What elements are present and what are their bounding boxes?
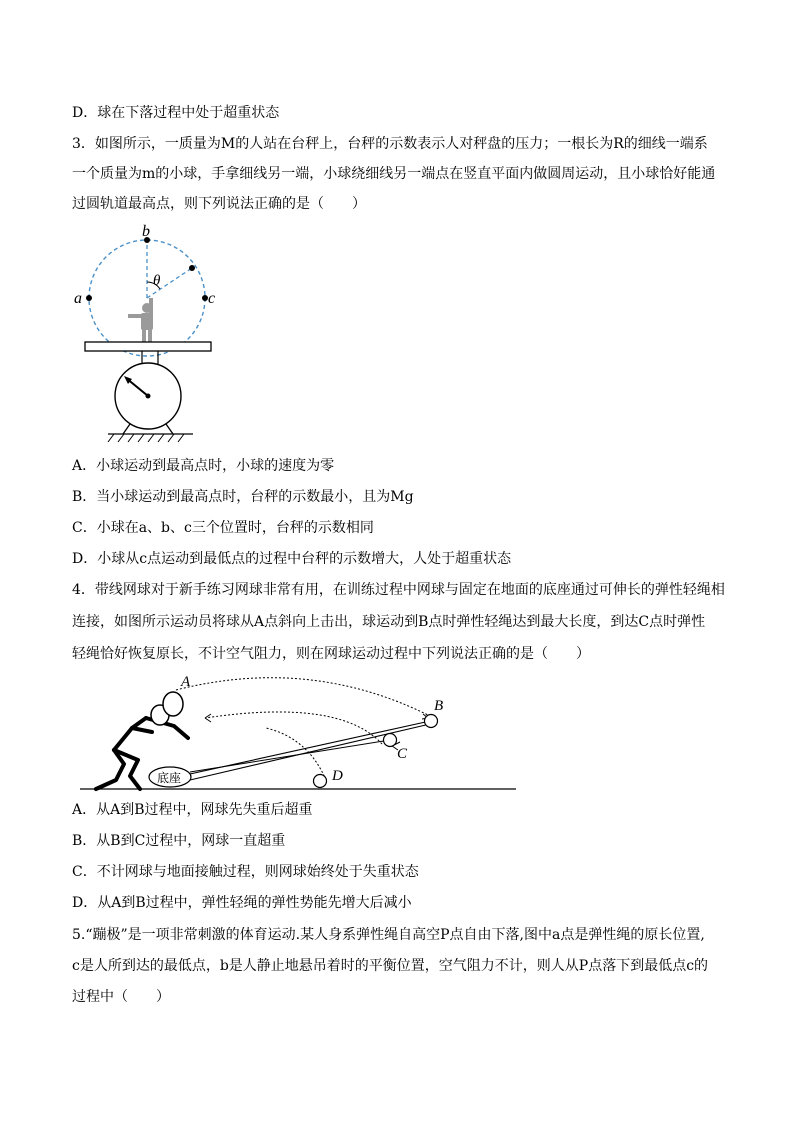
person-icon [128, 298, 153, 344]
q4-stem-line-1: 4．带线网球对于新手练习网球非常有用，在训练过程中网球与固定在地面的底座通过可伸长的弹性轻绳相 [72, 582, 725, 598]
ball [189, 265, 195, 271]
ball-b [425, 715, 438, 728]
scale-platform [85, 342, 211, 351]
q3-stem-line-1: 3．如图所示，一质量为M的人站在台秤上，台秤的示数表示人对秤盘的压力；一根长为R的细线一端系 [72, 136, 708, 152]
ball-c [384, 734, 397, 747]
q3-option-d: D．小球从c点运动到最低点的过程中台秤的示数增大，人处于超重状态 [72, 551, 512, 567]
q3-figure [68, 218, 228, 450]
label-b: b [142, 223, 150, 240]
label-B: B [434, 698, 444, 714]
q4-option-a: A．从A到B过程中，网球先失重后超重 [72, 802, 313, 818]
ball-d [314, 775, 327, 788]
q4-figure [80, 668, 520, 794]
q2-option-d: D．球在下落过程中处于超重状态 [72, 105, 280, 121]
q3-option-b: B．当小球运动到最高点时，台秤的示数最小，且为Mg [72, 489, 414, 505]
q5-stem-line-1: 5.“蹦极”是一项非常刺激的体育运动.某人身系弹性绳自高空P点自由下落,图中a点是弹性绳的原长位置, [72, 927, 705, 943]
label-A: A [181, 674, 191, 690]
q3-stem-line-3: 过圆轨道最高点，则下列说法正确的是（ ） [72, 196, 366, 212]
label-D: D [332, 768, 343, 784]
label-C: C [397, 746, 408, 762]
base-label: 底座 [157, 771, 182, 785]
q4-option-c: C．不计网球与地面接触过程，则网球始终处于失重状态 [72, 864, 419, 880]
q4-option-d: D．从A到B过程中，弹性轻绳的弹性势能先增大后减小 [72, 895, 412, 911]
q4-option-b: B．从B到C过程中，网球一直超重 [72, 833, 286, 849]
racket [163, 692, 183, 716]
label-a: a [74, 290, 82, 307]
q5-stem-line-3: 过程中（ ） [72, 989, 170, 1005]
trajectory-d [266, 728, 326, 780]
label-c: c [208, 290, 216, 307]
label-theta: θ [153, 273, 161, 289]
trajectory-a-to-b [176, 678, 430, 716]
q3-option-a: A．小球运动到最高点时，小球的速度为零 [72, 458, 335, 474]
q3-stem-line-2: 一个质量为m的小球，手拿细线另一端，小球绕细线另一端点在竖直平面内做圆周运动，且小球恰好能通 [72, 166, 716, 182]
q4-stem-line-3: 轻绳恰好恢复原长，不计空气阻力，则在网球运动过程中下列说法正确的是（ ） [72, 646, 590, 662]
point-a [86, 295, 92, 301]
q3-option-c: C．小球在a、b、c三个位置时，台秤的示数相同 [72, 520, 374, 536]
q4-stem-line-2: 连接，如图所示运动员将球从A点斜向上击出，球运动到B点时弹性轻绳达到最大长度，到达C点时弹性 [72, 614, 706, 630]
q5-stem-line-2: c是人所到达的最低点，b是人静止地悬吊着时的平衡位置，空气阻力不计，则人从P点落下到最低点c的 [72, 958, 709, 974]
